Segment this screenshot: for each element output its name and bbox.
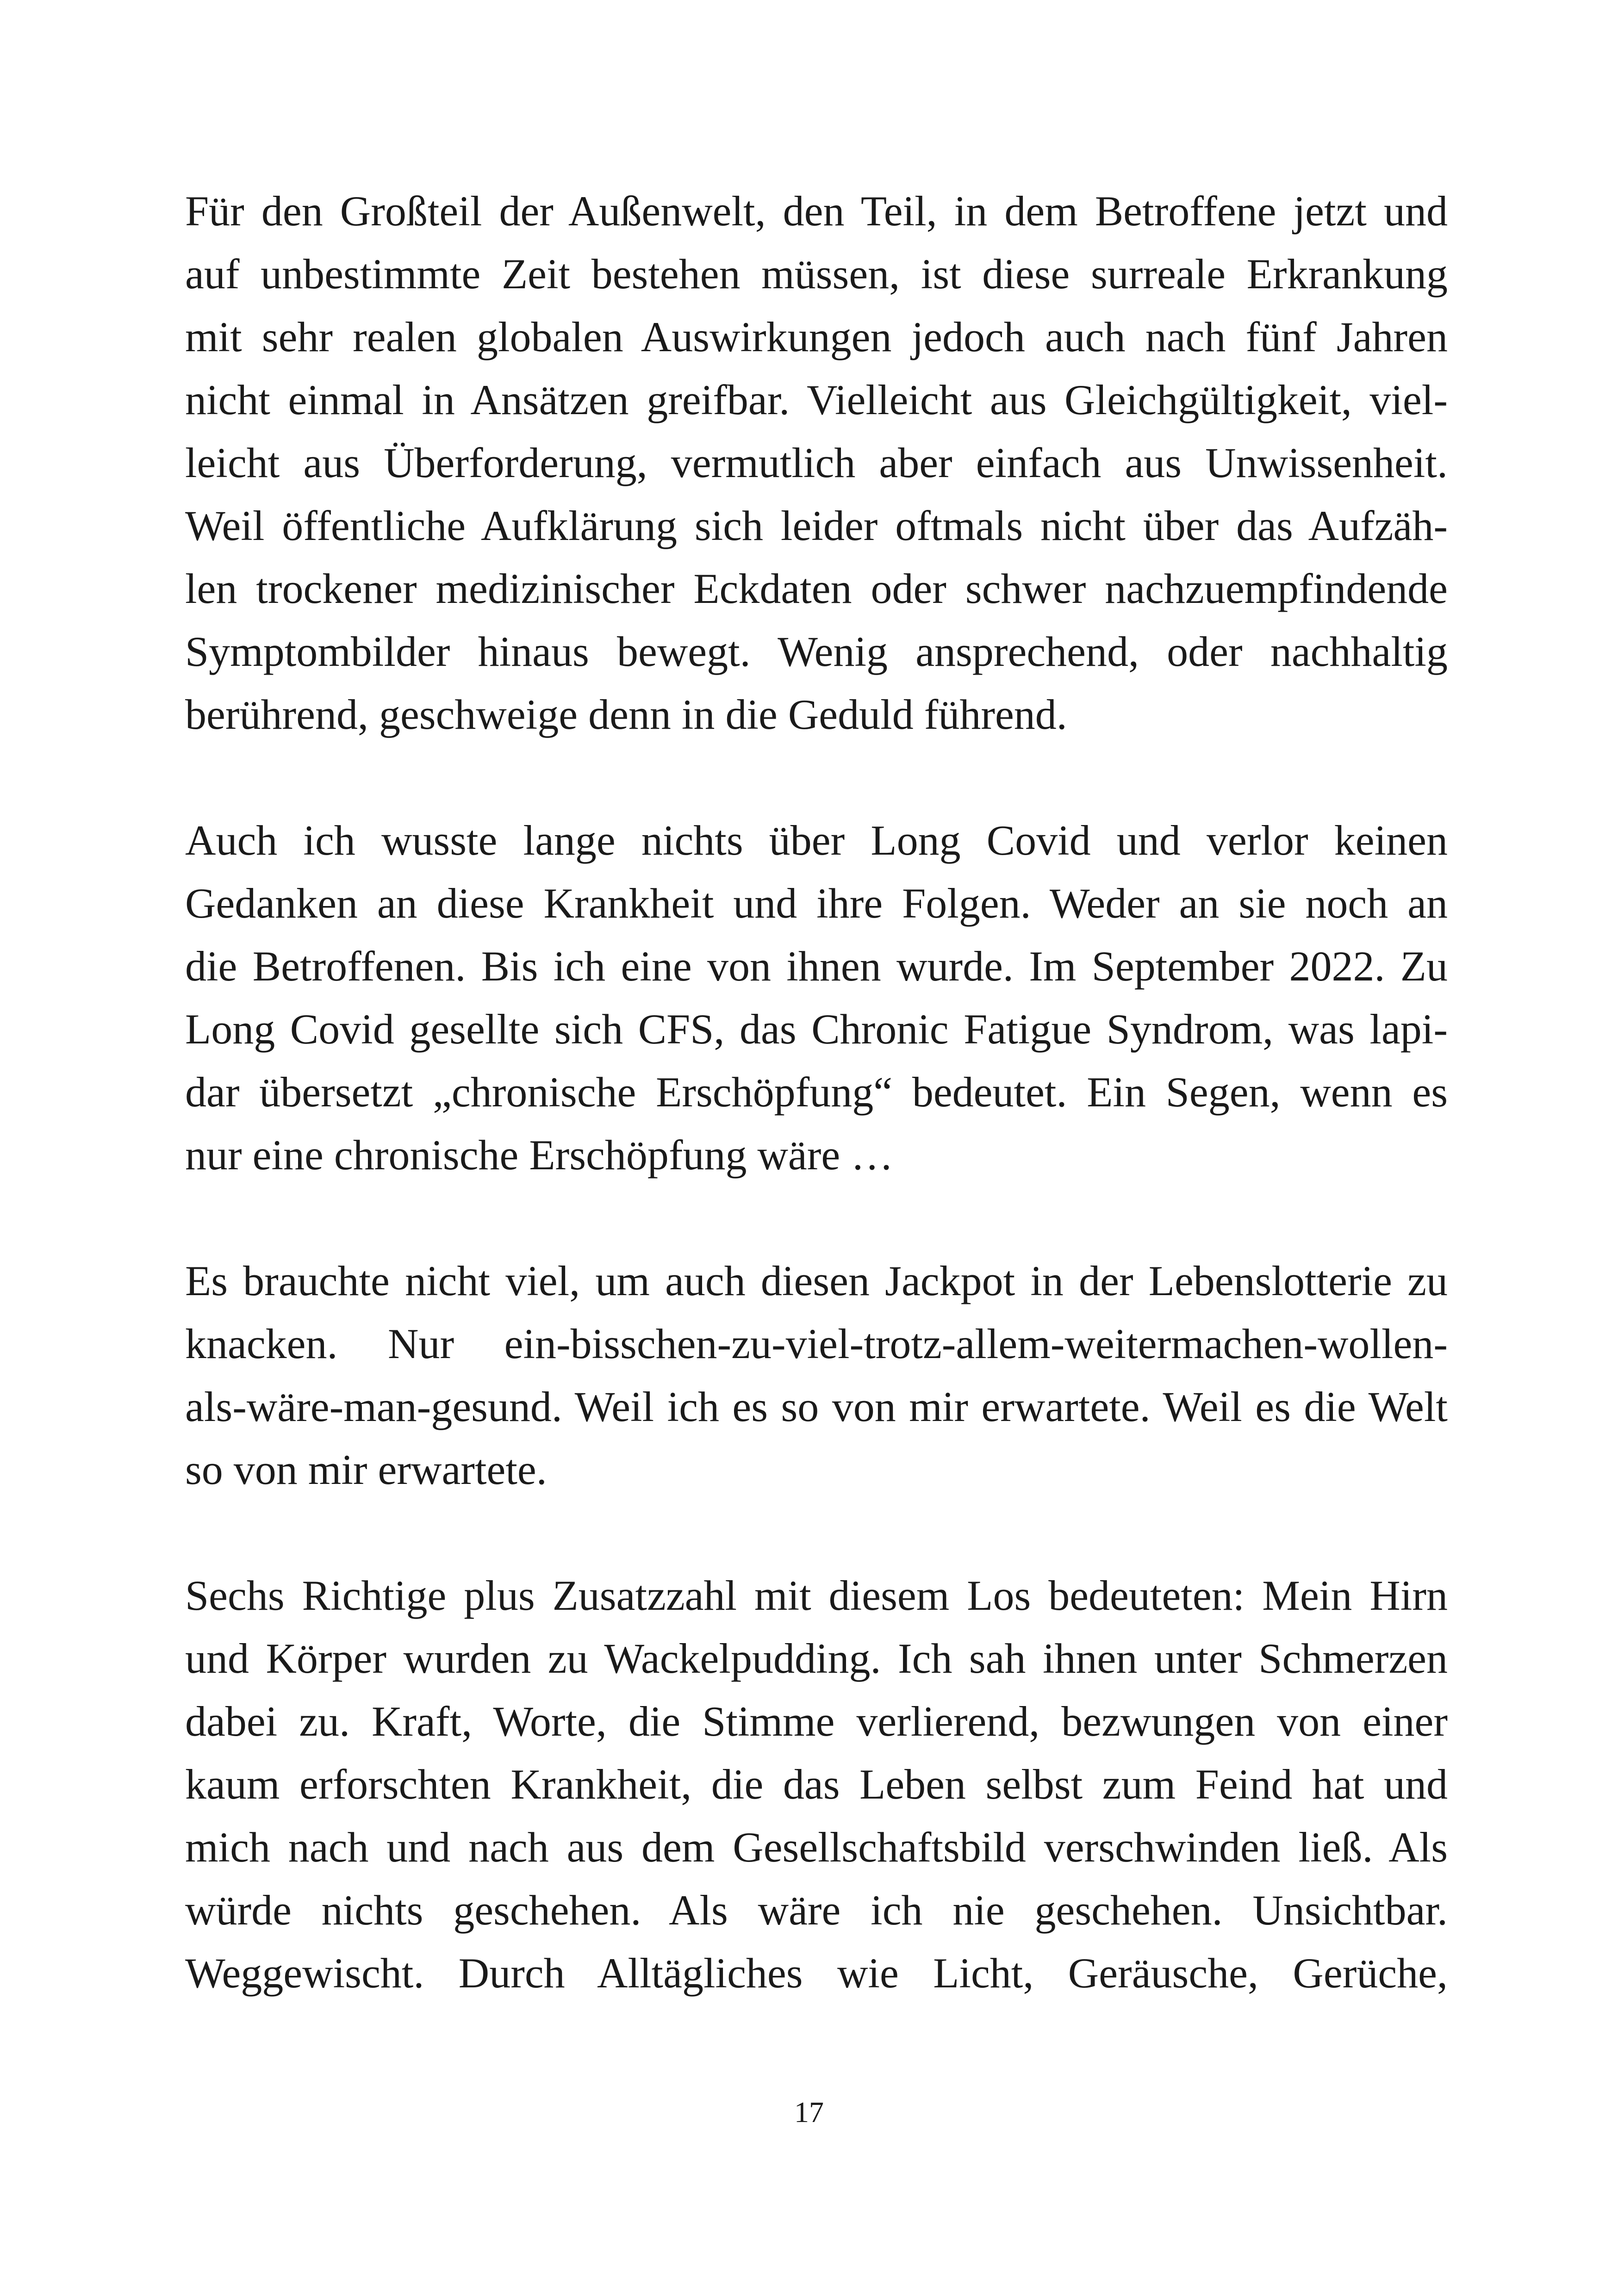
- text-line: Weil öffentliche Aufklärung sich leider oftmals nicht über das Aufzäh-: [185, 502, 1448, 549]
- text-line: Weggewischt. Durch Alltägliches wie Licht, Geräusche, Gerüche,: [185, 1949, 1448, 1997]
- text-line: so von mir erwartete.: [185, 1446, 547, 1493]
- text-line: len trockener medizinischer Eckdaten oder schwer nachzuempfindende: [185, 565, 1448, 612]
- text-line: berührend, geschweige denn in die Geduld führend.: [185, 691, 1067, 738]
- text-line: nicht einmal in Ansätzen greifbar. Vielleicht aus Gleichgültigkeit, viel-: [185, 376, 1448, 423]
- text-line: würde nichts geschehen. Als wäre ich nie geschehen. Unsichtbar.: [185, 1886, 1448, 1934]
- text-line: nur eine chronische Erschöpfung wäre …: [185, 1131, 894, 1179]
- text-line: dabei zu. Kraft, Worte, die Stimme verlierend, bezwungen von einer: [185, 1698, 1448, 1745]
- text-line: Long Covid gesellte sich CFS, das Chronic Fatigue Syndrom, was lapi-: [185, 1005, 1448, 1053]
- text-line: Es brauchte nicht viel, um auch diesen Jackpot in der Lebenslotterie zu: [185, 1257, 1448, 1304]
- paragraph-1: [185, 180, 1448, 746]
- paragraph-3: [185, 1249, 1448, 1501]
- text-line: auf unbestimmte Zeit bestehen müssen, ist diese surreale Erkrankung: [185, 250, 1448, 298]
- text-line: Symptombilder hinaus bewegt. Wenig ansprechend, oder nachhaltig: [185, 628, 1448, 675]
- text-line: als-wäre-man-gesund. Weil ich es so von mir erwartete. Weil es die Welt: [185, 1383, 1448, 1430]
- text-line: Für den Großteil der Außenwelt, den Teil, in dem Betroffene jetzt und: [185, 187, 1448, 235]
- body-text: [185, 180, 1448, 2004]
- text-line: mich nach und nach aus dem Gesellschaftsbild verschwinden ließ. Als: [185, 1824, 1448, 1871]
- text-line: und Körper wurden zu Wackelpudding. Ich sah ihnen unter Schmerzen: [185, 1635, 1448, 1682]
- text-line: kaum erforschten Krankheit, die das Leben selbst zum Feind hat und: [185, 1761, 1448, 1808]
- paragraph-2: [185, 809, 1448, 1186]
- text-line: mit sehr realen globalen Auswirkungen jedoch auch nach fünf Jahren: [185, 313, 1448, 360]
- text-line: die Betroffenen. Bis ich eine von ihnen wurde. Im September 2022. Zu: [185, 943, 1448, 990]
- paragraph-4: [185, 1564, 1448, 2004]
- text-line: knacken. Nur ein-bisschen-zu-viel-trotz-allem-weitermachen-wollen-: [185, 1320, 1448, 1367]
- text-line: Gedanken an diese Krankheit und ihre Folgen. Weder an sie noch an: [185, 880, 1448, 927]
- text-line: Auch ich wusste lange nichts über Long Covid und verlor keinen: [185, 817, 1448, 864]
- text-line: leicht aus Überforderung, vermutlich aber einfach aus Unwissenheit.: [185, 439, 1448, 486]
- text-line: dar übersetzt „chronische Erschöpfung“ bedeutet. Ein Segen, wenn es: [185, 1068, 1448, 1116]
- text-line: Sechs Richtige plus Zusatzzahl mit diesem Los bedeuteten: Mein Hirn: [185, 1572, 1448, 1619]
- page-number: 17: [794, 2096, 824, 2128]
